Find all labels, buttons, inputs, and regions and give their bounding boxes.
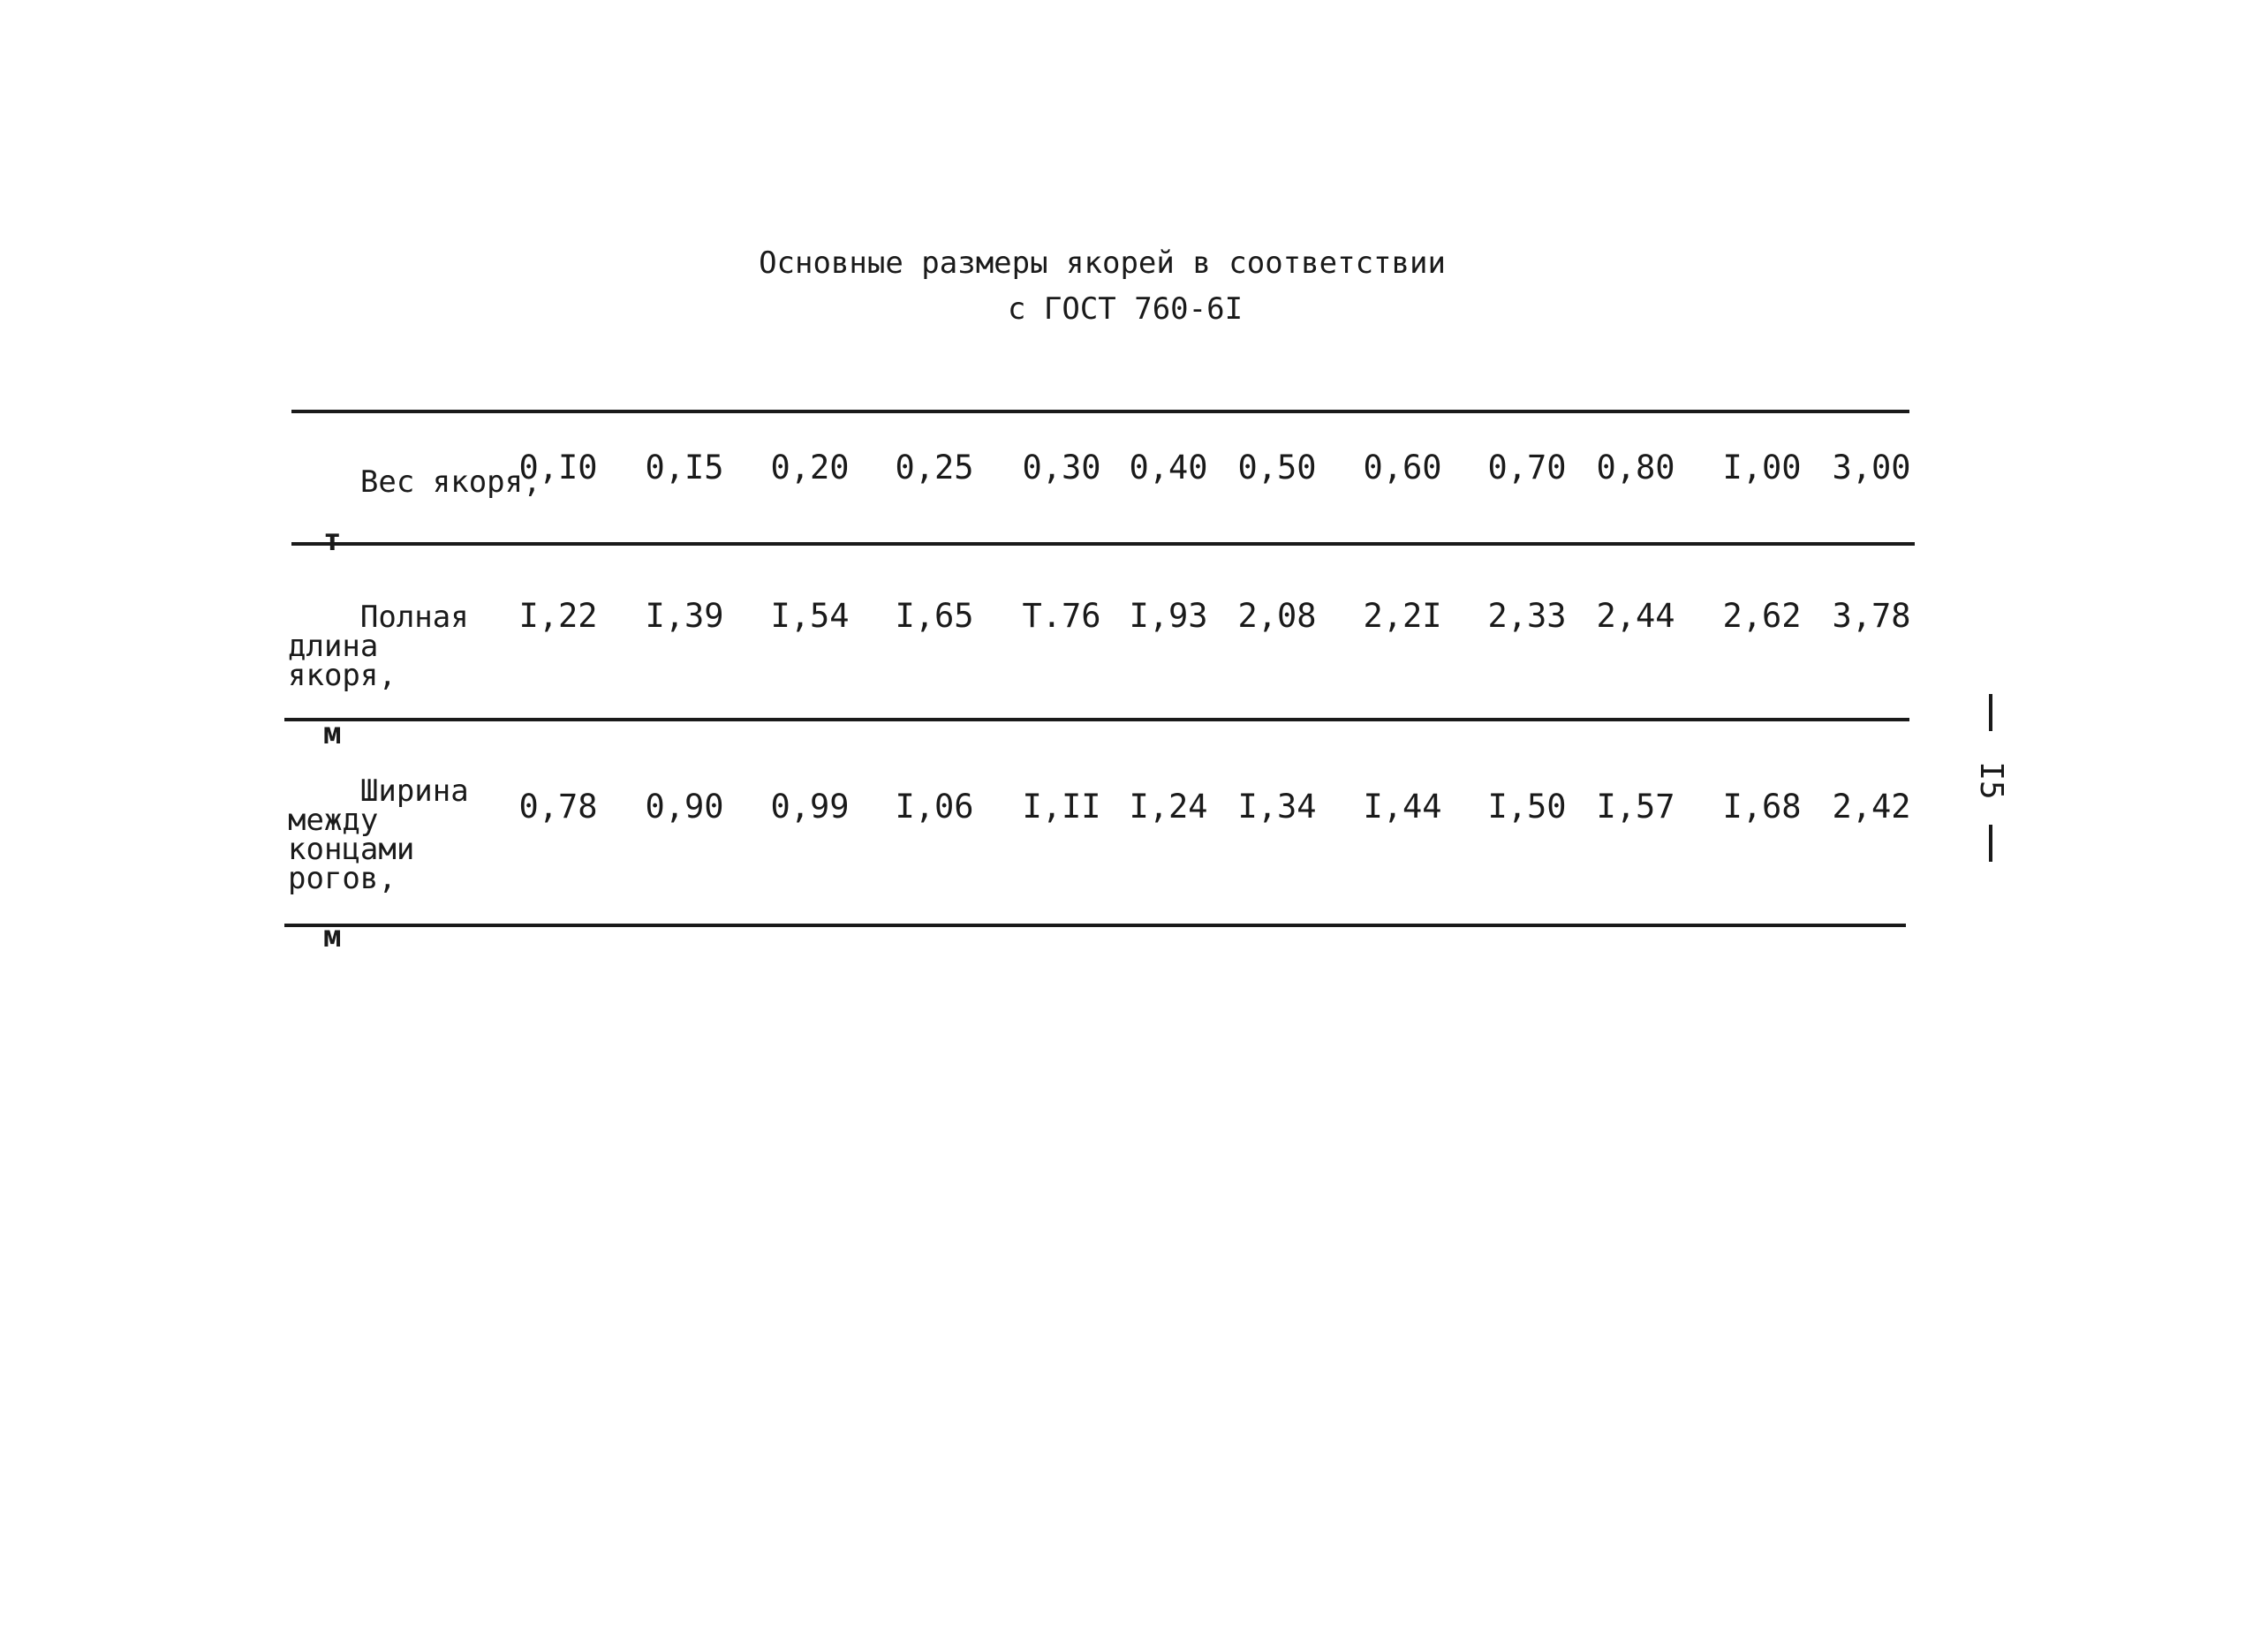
table-top-rule xyxy=(291,410,1909,413)
document-title-line-2: с ГОСТ 760-6I xyxy=(1007,291,1244,327)
table-cell: 2,2I xyxy=(1363,597,1442,635)
table-cell: I,39 xyxy=(645,597,724,635)
table-cell: 0,60 xyxy=(1363,449,1442,487)
table-cell: I,65 xyxy=(895,597,974,635)
table-row-divider xyxy=(284,718,1909,721)
page-number-dash xyxy=(1989,694,1992,731)
table-cell: I,24 xyxy=(1129,788,1208,826)
table-cell: 0,I0 xyxy=(518,449,598,487)
table-cell: I,II xyxy=(1022,788,1101,826)
row-header-unit: м xyxy=(323,716,342,751)
table-cell: 2,08 xyxy=(1237,597,1317,635)
document-title-line-1: Основные размеры якорей в соответствии xyxy=(759,245,1446,281)
table-cell: I,22 xyxy=(518,597,598,635)
row-header-fluke-width xyxy=(288,748,469,1010)
page-number-text: I5 xyxy=(1973,761,2009,800)
page-number-dash xyxy=(1989,825,1992,862)
table-cell: I,93 xyxy=(1129,597,1208,635)
table-cell: 0,70 xyxy=(1487,449,1567,487)
table-cell: 0,50 xyxy=(1237,449,1317,487)
table-bottom-rule xyxy=(284,924,1906,927)
table-cell: I,68 xyxy=(1722,788,1802,826)
table-cell: 0,I5 xyxy=(645,449,724,487)
row-header-text: Полная длина якоря, xyxy=(288,600,469,693)
table-cell: 0,80 xyxy=(1596,449,1675,487)
table-cell: I,57 xyxy=(1596,788,1675,826)
page-number xyxy=(1964,694,2017,862)
table-cell: T.76 xyxy=(1022,597,1101,635)
table-cell: I,44 xyxy=(1363,788,1442,826)
table-cell: 2,33 xyxy=(1487,597,1567,635)
table-cell: 3,78 xyxy=(1832,597,1911,635)
table-cell: 0,40 xyxy=(1129,449,1208,487)
table-cell: 2,62 xyxy=(1722,597,1802,635)
table-cell: 0,78 xyxy=(518,788,598,826)
table-cell: 0,20 xyxy=(770,449,850,487)
row-header-text: Ширина между концами рогов, xyxy=(288,773,469,896)
table-cell: I,34 xyxy=(1237,788,1317,826)
table-cell: 2,42 xyxy=(1832,788,1911,826)
table-cell: 0,30 xyxy=(1022,449,1101,487)
table-cell: I,54 xyxy=(770,597,850,635)
table-cell: 2,44 xyxy=(1596,597,1675,635)
table-cell: I,00 xyxy=(1722,449,1802,487)
table-cell: 0,25 xyxy=(895,449,974,487)
row-header-unit: т xyxy=(323,523,342,558)
table-cell: I,50 xyxy=(1487,788,1567,826)
table-cell: 0,99 xyxy=(770,788,850,826)
table-cell: 3,00 xyxy=(1832,449,1911,487)
table-cell: 0,90 xyxy=(645,788,724,826)
row-header-text: Вес якоря, xyxy=(359,464,541,500)
table-cell: I,06 xyxy=(895,788,974,826)
row-header-unit: м xyxy=(323,919,342,954)
